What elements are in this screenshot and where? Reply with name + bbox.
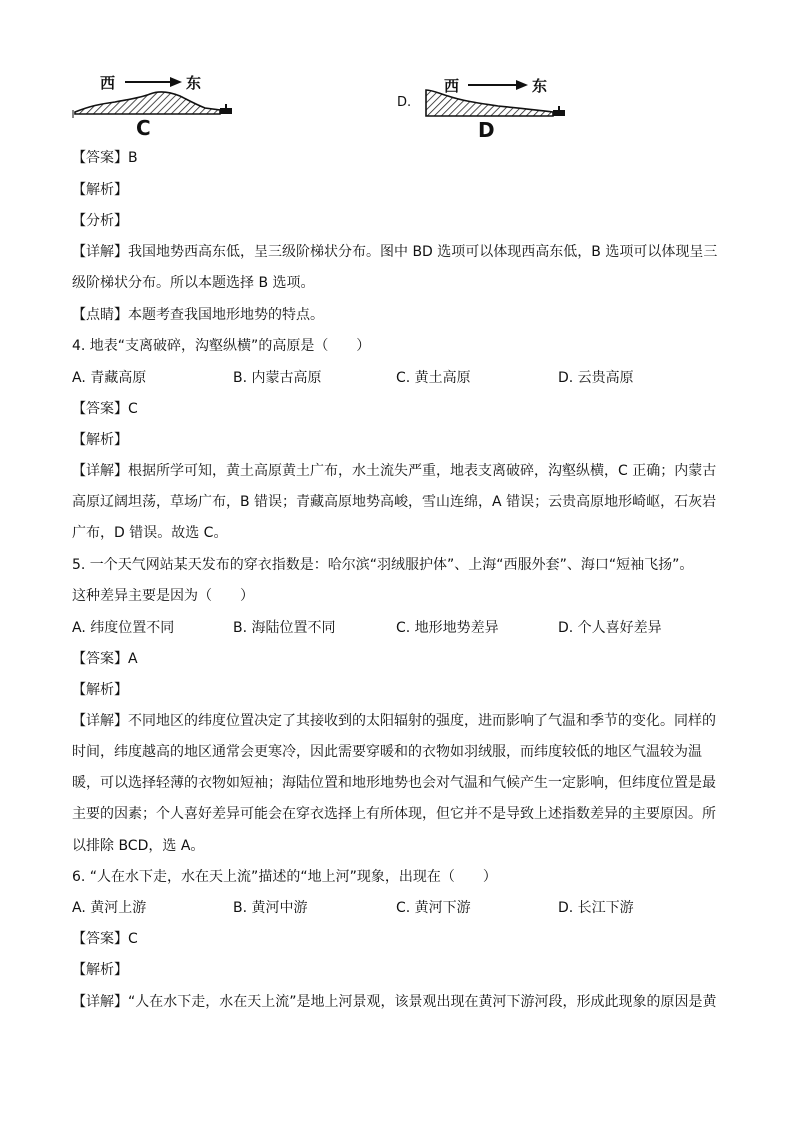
q4-option-a: A. 青藏高原 [72,370,147,386]
q6-analysis: 【解析】 [72,962,128,978]
q6-option-d: D. 长江下游 [558,900,634,916]
q5-question-line-1: 5. 一个天气网站某天发布的穿衣指数是：哈尔滨“羽绒服护体”、上海“西服外套”、海口“短袖飞扬”。 [72,557,694,573]
terrain-profile-c-drawing [70,66,240,140]
q6-option-a: A. 黄河上游 [72,900,147,916]
q3-answer: 【答案】B [72,150,138,166]
q4-analysis: 【解析】 [72,432,128,448]
east-label: 东 [532,77,548,95]
q6-question: 6. “人在水下走，水在天上流”描述的“地上河”现象，出现在（ ） [72,869,497,885]
q4-detail-line-2: 高原辽阔坦荡，草场广布，B 错误；青藏高原地势高峻，雪山连绵，A 错误；云贵高原地形崎岖，石灰岩 [72,494,717,510]
q6-detail-line-1: 【详解】“人在水下走，水在天上流”是地上河景观，该景观出现在黄河下游河段，形成此现象的原因是黄 [72,994,717,1010]
q4-option-b: B. 内蒙古高原 [233,370,322,386]
q3-dianjing: 【点睛】本题考查我国地形地势的特点。 [72,307,324,323]
q3-analysis: 【解析】 [72,182,128,198]
q5-option-c: C. 地形地势差异 [396,620,499,636]
terrain-profile-d-figure [418,68,578,144]
q4-detail-line-3: 广布，D 错误。故选 C。 [72,525,228,541]
q3-detail-line-2: 级阶梯状分布。所以本题选择 B 选项。 [72,275,315,291]
q4-answer: 【答案】C [72,401,138,417]
q5-detail-line-4: 主要的因素；个人喜好差异可能会在穿衣选择上有所体现，但它并不是导致上述指数差异的主要原因。所 [72,806,716,822]
west-label: 西 [444,77,460,95]
q4-option-c: C. 黄土高原 [396,370,471,386]
q6-option-b: B. 黄河中游 [233,900,308,916]
q5-option-a: A. 纬度位置不同 [72,620,175,636]
terrain-profile-d-drawing [418,68,578,144]
q5-detail-line-5: 以排除 BCD，选 A。 [72,838,205,854]
figure-caption-d: D [478,118,495,142]
q3-detail-line-1: 【详解】我国地势西高东低，呈三级阶梯状分布。图中 BD 选项可以体现西高东低，B 选项可以体现呈三 [72,244,718,260]
q6-option-c: C. 黄河下游 [396,900,471,916]
option-d-figure-label: D. [397,95,412,110]
q5-question-line-2: 这种差异主要是因为（ ） [72,588,254,604]
east-label: 东 [186,74,202,92]
west-label: 西 [100,74,116,92]
q5-option-d: D. 个人喜好差异 [558,620,662,636]
q4-detail-line-1: 【详解】根据所学可知，黄土高原黄土广布，水土流失严重，地表支离破碎，沟壑纵横，C 正确；内蒙古 [72,463,717,479]
q4-option-d: D. 云贵高原 [558,370,634,386]
q3-fenxi: 【分析】 [72,213,128,229]
figure-caption-c: C [136,116,151,140]
q5-detail-line-1: 【详解】不同地区的纬度位置决定了其接收到的太阳辐射的强度，进而影响了气温和季节的变化。同样的 [72,713,716,729]
q4-question: 4. 地表“支离破碎，沟壑纵横”的高原是（ ） [72,338,371,354]
q5-answer: 【答案】A [72,651,138,667]
q5-option-b: B. 海陆位置不同 [233,620,336,636]
q5-detail-line-3: 暖，可以选择轻薄的衣物如短袖；海陆位置和地形地势也会对气温和气候产生一定影响，但纬度位置是最 [72,775,716,791]
q5-analysis: 【解析】 [72,682,128,698]
terrain-profile-c-figure [70,66,240,140]
q6-answer: 【答案】C [72,931,138,947]
q5-detail-line-2: 时间，纬度越高的地区通常会更寒冷，因此需要穿暖和的衣物如羽绒服，而纬度较低的地区气温较为温 [72,744,702,760]
